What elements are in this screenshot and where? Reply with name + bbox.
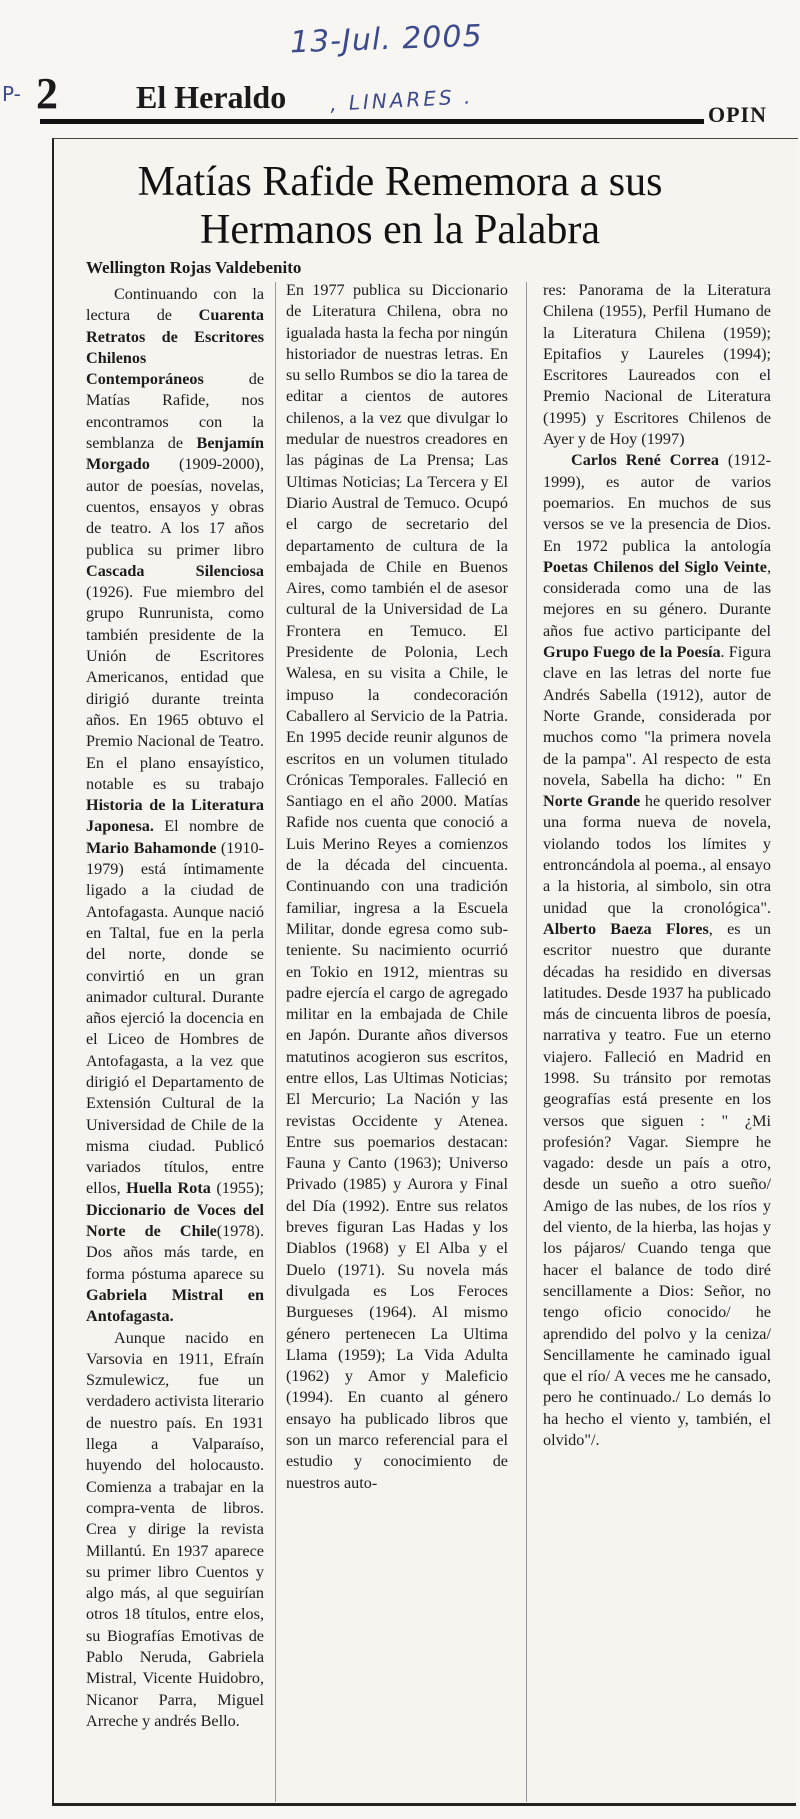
paragraph: Continuando con la lectura de Cuarenta Retratos de Escritores Chilenos Contemporáneos de Matías Rafide, nos encontramos con la semblanza de Benjamín Morgado (1909-2000), autor de poesías, novelas, cuentos, ensayos y obras de teatro. A los 17 años publica su primer libro Cascada Silenciosa (1926). Fue miembro del grupo Runrunista, como también presidente de la Unión de Escritores Americanos, entidad que dirigió durante treinta años. En 1965 obtuvo el Premio Nacional de Teatro. En el plano ensayístico, notable es su trabajo Historia de la Literatura Japonesa. El nombre de Mario Bahamonde (1910-1979) está íntimamente ligado a la ciudad de Antofagasta. Aunque nació en Taltal, fue en la perla del norte, donde se convirtió en un gran animador cultural. Durante años ejerció la docencia en el Liceo de Hombres de Antofagasta, a la vez que dirigió el Departamento de Extensión Cultural de la Universidad de Chile de la misma ciudad. Publicó variados títulos, entre ellos, Huella Rota (1955); Diccionario de Voces del Norte de Chile(1978). Dos años más tarde, en forma póstuma aparece su Gabriela Mistral en Antofagasta.: [86, 285, 265, 1326]
column-divider-2: [526, 282, 527, 1802]
headline-line-1: Matías Rafide Rememora a sus: [137, 159, 663, 205]
article-bottom-rule: [52, 1803, 796, 1806]
article-column-3: [543, 280, 771, 1451]
masthead-rule: [40, 119, 704, 124]
handwritten-city-annotation: , LINARES .: [329, 84, 474, 116]
paragraph: Carlos René Correa (1912-1999), es autor de varios poemarios. En muchos de sus versos se ve la presencia de Dios. En 1972 publica la antología Poetas Chilenos del Siglo Veinte, considerada como una de las mejores en su género. Durante años fue activo participante del Grupo Fuego de la Poesía. Figura clave en las letras del norte fue Andrés Sabella (1912), autor de Norte Grande, considerada por muchos como "la primera novela de la pampa". Al respecto de esta novela, Sabella ha dicho: " En Norte Grande he querido resolver una forma nueva de novela, violando todos los límites y entroncándola al poema., al ensayo a la historia, al simbolo, sin otra unidad que la cronológica". Alberto Baeza Flores, es un escritor nuestro que durante décadas ha residido en diversas latitudes. Desde 1937 ha publicado más de cincuenta libros de poesía, narrativa y teatro. Fue un eterno viajero. Falleció en Madrid en 1998. Su tránsito por remotas geografías está presente en los versos que siguen : " ¿Mi profesión? Vagar. Siempre he vagado: desde un país a otro, desde un sueño a otro sueño/ Amigo de las nubes, de los ríos y del viento, de la hierba, las hojas y los pájaros/ Cuando tenga que hacer el balance de todo diré sencillamente a Dios: Señor, no tengo oficio conocido/ he aprendido del polvo y la ceniza/ Sencillamente he caminado igual que el río/ A veces me he cansado, pero he continuado./ Lo demás lo ha hecho el viento y, también, el olvido"/.: [543, 451, 772, 1450]
paragraph: res: Panorama de la Literatura Chilena (1955), Perfil Humano de la Literatura Chilena (1959); Epitafios y Laureles (1994); Escritores Laureados con el Premio Nacional de Literatura (1995) y Escritores Chilenos de Ayer y de Hoy (1997): [543, 281, 771, 449]
handwritten-page-mark: P-: [2, 82, 21, 106]
headline-line-2: Hermanos en la Palabra: [199, 207, 600, 253]
section-name: OPIN: [708, 102, 767, 127]
page-number: 2: [36, 69, 58, 118]
article-byline: Wellington Rojas Valdebenito: [86, 258, 302, 277]
article-column-2: [286, 280, 508, 1494]
handwritten-date-annotation: 13-Jul. 2005: [289, 18, 484, 61]
column-divider-1: [275, 282, 276, 1802]
article-headline: [60, 158, 740, 254]
newspaper-name: El Heraldo: [136, 79, 287, 115]
paragraph: Aunque nacido en Varsovia en 1911, Efraín Szmulewicz, fue un verdadero activista literario de nuestro país. En 1931 llega a Valparaíso, huyendo del holocausto. Comienza a trabajar en la compra-venta de libros. Crea y dirige la revista Millantú. En 1937 aparece su primer libro Cuentos y algo más, al que seguirían otros 18 títulos, entre elos, su Biografías Emotivas de Pablo Neruda, Gabriela Mistral, Vicente Huidobro, Nicanor Parra, Miguel Arreche y andrés Bello.: [86, 1328, 264, 1730]
paragraph: En 1977 publica su Diccionario de Literatura Chilena, obra no igualada hasta la fecha por ningún historiador de nuestras letras. En su sello Rumbos se dio la tarea de editar a cientos de autores chilenos, a la vez que divulgar lo medular de nuestros creadores en las páginas de La Prensa; Las Ultimas Noticias; La Tercera y El Diario Austral de Temuco. Ocupó el cargo de secretario del departamento de cultura de la embajada de Chile en Buenos Aires, como también el de asesor cultural de la Universidad de La Frontera en Temuco. El Presidente de Polonia, Lech Walesa, en su visita a Chile, le impuso la condecoración Caballero al Servicio de la Patria. En 1995 decide reunir algunos de escritos en un volumen titulado Crónicas Temporales. Falleció en Santiago en el año 2000. Matías Rafide nos cuenta que conoció a Luis Merino Reyes a comienzos de la década del cincuenta. Continuando con una tradición familiar, ingresa a la Escuela Militar, donde egresa como sub-teniente. Su nacimiento ocurrió en Tokio en 1912, mientras su padre ejercía el cargo de agregado militar en la embajada de Chile en Japón. Durante años diversos matutinos acogieron sus escritos, entre ellos, Las Ultimas Noticias; El Mercurio; La Nación y las revistas Occidente y Atenea. Entre sus poemarios destacan: Fauna y Canto (1963); Universo Privado (1985) y Aurora y Final del Día (1992). Entre sus relatos breves figuran Las Hadas y los Diablos (1968) y El Alba y el Duelo (1971). Su novela más divulgada es Los Feroces Burgueses (1964). Al mismo género pertenecen La Ultima Llama (1959); La Vida Adulta (1962) y Amor y Maleficio (1994). En cuanto al género ensayo ha publicado libros que son un marco referencial para el estudio y conocimiento de nuestros auto-: [286, 281, 508, 1492]
article-column-1: [86, 284, 264, 1732]
